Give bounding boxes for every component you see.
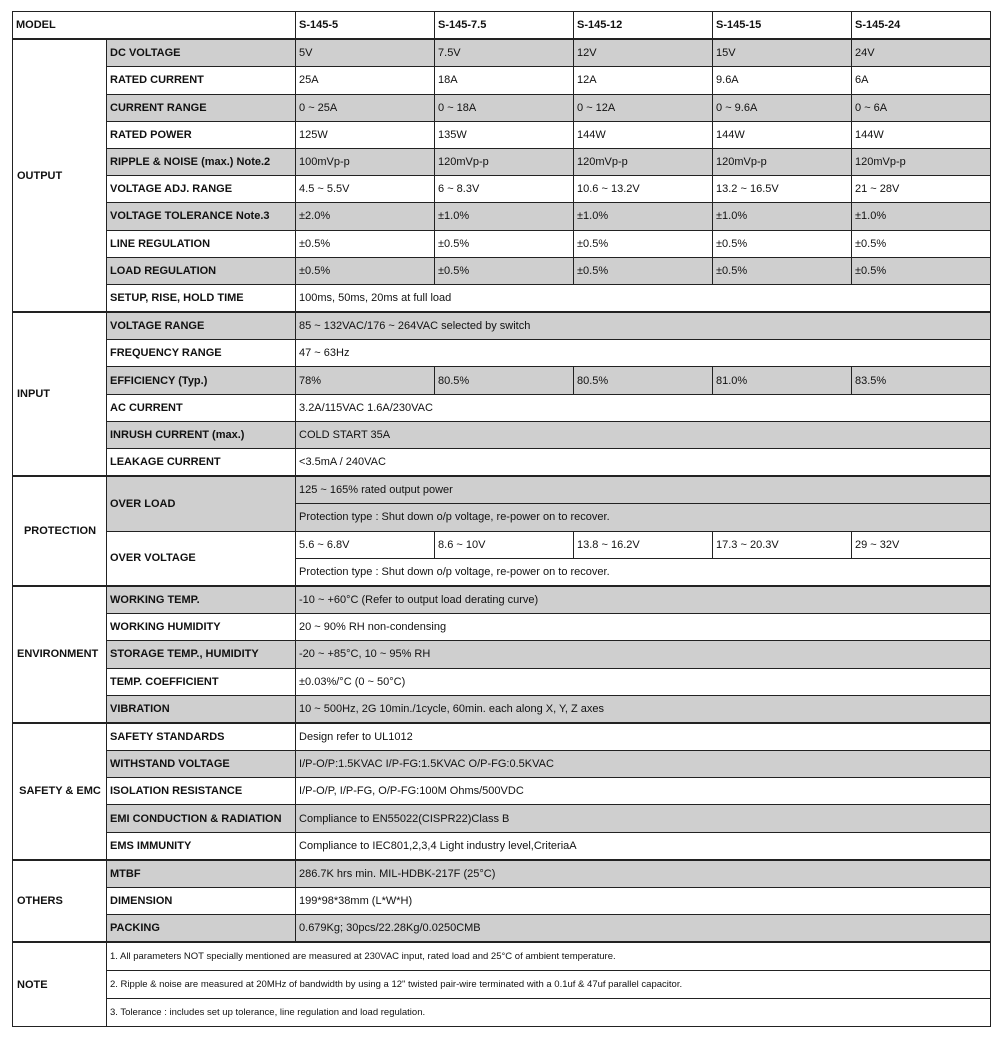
spec-label: EMS IMMUNITY (107, 832, 296, 860)
spec-row (13, 888, 991, 915)
spec-value: ±1.0% (852, 203, 991, 230)
spec-row (13, 284, 991, 312)
spec-label: DIMENSION (107, 888, 296, 915)
spec-row (13, 230, 991, 257)
spec-value: 20 ~ 90% RH non-condensing (296, 614, 991, 641)
spec-value: ±1.0% (574, 203, 713, 230)
category-label: ENVIRONMENT (13, 586, 107, 723)
spec-value: 29 ~ 32V (852, 531, 991, 558)
spec-value: 5V (296, 39, 435, 67)
spec-value: ±1.0% (435, 203, 574, 230)
spec-label: LOAD REGULATION (107, 257, 296, 284)
spec-value: ±0.5% (296, 257, 435, 284)
spec-value: 25A (296, 67, 435, 94)
spec-row (13, 751, 991, 778)
spec-row (13, 476, 991, 504)
spec-value: 21 ~ 28V (852, 176, 991, 203)
spec-value: ±0.5% (574, 230, 713, 257)
spec-value: ±0.5% (852, 230, 991, 257)
spec-label: OVER LOAD (107, 476, 296, 531)
spec-row (13, 257, 991, 284)
model-header: S-145-7.5 (435, 12, 574, 40)
spec-value: ±1.0% (713, 203, 852, 230)
spec-value: 9.6A (713, 67, 852, 94)
spec-value: 80.5% (574, 367, 713, 394)
spec-row (13, 778, 991, 805)
spec-value: 0 ~ 25A (296, 94, 435, 121)
spec-row (13, 695, 991, 723)
spec-row (13, 668, 991, 695)
spec-value: 10.6 ~ 13.2V (574, 176, 713, 203)
spec-label: LINE REGULATION (107, 230, 296, 257)
spec-value: 100mVp-p (296, 148, 435, 175)
spec-label: EMI CONDUCTION & RADIATION (107, 805, 296, 832)
spec-value: 7.5V (435, 39, 574, 67)
spec-value: Protection type : Shut down o/p voltage, re-power on to recover. (296, 558, 991, 586)
category-label: PROTECTION (13, 476, 107, 586)
model-header: S-145-5 (296, 12, 435, 40)
spec-value: 144W (713, 121, 852, 148)
spec-label: VOLTAGE TOLERANCE Note.3 (107, 203, 296, 230)
spec-value: 4.5 ~ 5.5V (296, 176, 435, 203)
model-header: S-145-12 (574, 12, 713, 40)
spec-value: ±0.5% (435, 257, 574, 284)
spec-row (13, 203, 991, 230)
spec-label: DC VOLTAGE (107, 39, 296, 67)
spec-value: 85 ~ 132VAC/176 ~ 264VAC selected by switch (296, 312, 991, 340)
spec-label: CURRENT RANGE (107, 94, 296, 121)
spec-label: FREQUENCY RANGE (107, 340, 296, 367)
spec-value: ±0.5% (435, 230, 574, 257)
spec-label: AC CURRENT (107, 394, 296, 421)
spec-value: 24V (852, 39, 991, 67)
spec-label: OVER VOLTAGE (107, 531, 296, 586)
spec-value: 80.5% (435, 367, 574, 394)
spec-row (13, 832, 991, 860)
spec-value: 78% (296, 367, 435, 394)
spec-label: WITHSTAND VOLTAGE (107, 751, 296, 778)
category-label: SAFETY & EMC (13, 723, 107, 860)
spec-value: 125W (296, 121, 435, 148)
spec-label: EFFICIENCY (Typ.) (107, 367, 296, 394)
spec-value: Compliance to EN55022(CISPR22)Class B (296, 805, 991, 832)
spec-label: WORKING TEMP. (107, 586, 296, 614)
spec-label: RIPPLE & NOISE (max.) Note.2 (107, 148, 296, 175)
spec-label: VOLTAGE ADJ. RANGE (107, 176, 296, 203)
model-label: MODEL (13, 12, 296, 40)
note-line: 1. All parameters NOT specially mentioned are measured at 230VAC input, rated load and 25°C of ambient temperature. (107, 942, 991, 971)
spec-value: Compliance to IEC801,2,3,4 Light industry level,CriteriaA (296, 832, 991, 860)
spec-row (13, 860, 991, 888)
spec-row (13, 586, 991, 614)
spec-row (13, 312, 991, 340)
spec-value: 120mVp-p (852, 148, 991, 175)
spec-value: ±0.5% (296, 230, 435, 257)
spec-value: COLD START 35A (296, 421, 991, 448)
header-row (13, 12, 991, 40)
spec-row (13, 449, 991, 477)
spec-label: ISOLATION RESISTANCE (107, 778, 296, 805)
model-header: S-145-24 (852, 12, 991, 40)
spec-table (12, 11, 991, 1027)
spec-value: ±0.5% (713, 230, 852, 257)
spec-row (13, 121, 991, 148)
spec-value: 47 ~ 63Hz (296, 340, 991, 367)
spec-value: 144W (574, 121, 713, 148)
note-row (13, 971, 991, 999)
model-header: S-145-15 (713, 12, 852, 40)
spec-value: 199*98*38mm (L*W*H) (296, 888, 991, 915)
spec-row (13, 39, 991, 67)
spec-value: 120mVp-p (574, 148, 713, 175)
category-label: NOTE (13, 942, 107, 1027)
spec-label: INRUSH CURRENT (max.) (107, 421, 296, 448)
spec-value: 13.8 ~ 16.2V (574, 531, 713, 558)
spec-value: ±0.5% (852, 257, 991, 284)
note-line: 3. Tolerance : includes set up tolerance, line regulation and load regulation. (107, 999, 991, 1027)
category-label: OTHERS (13, 860, 107, 943)
spec-value: 100ms, 50ms, 20ms at full load (296, 284, 991, 312)
note-row (13, 999, 991, 1027)
spec-row (13, 176, 991, 203)
spec-label: VIBRATION (107, 695, 296, 723)
spec-label: LEAKAGE CURRENT (107, 449, 296, 477)
spec-row (13, 915, 991, 943)
spec-row (13, 394, 991, 421)
spec-value: 0.679Kg; 30pcs/22.28Kg/0.0250CMB (296, 915, 991, 943)
spec-value: -10 ~ +60°C (Refer to output load derating curve) (296, 586, 991, 614)
spec-label: RATED CURRENT (107, 67, 296, 94)
note-line: 2. Ripple & noise are measured at 20MHz of bandwidth by using a 12" twisted pair-wire terminated with a 0.1uf & 47uf parallel capacitor. (107, 971, 991, 999)
spec-value: 12A (574, 67, 713, 94)
spec-row (13, 614, 991, 641)
spec-value: 8.6 ~ 10V (435, 531, 574, 558)
spec-value: 120mVp-p (713, 148, 852, 175)
spec-value: 3.2A/115VAC 1.6A/230VAC (296, 394, 991, 421)
spec-value: 5.6 ~ 6.8V (296, 531, 435, 558)
spec-row (13, 148, 991, 175)
spec-value: ±0.5% (713, 257, 852, 284)
spec-value: Design refer to UL1012 (296, 723, 991, 751)
spec-value: 0 ~ 12A (574, 94, 713, 121)
spec-label: RATED POWER (107, 121, 296, 148)
spec-value: <3.5mA / 240VAC (296, 449, 991, 477)
spec-label: PACKING (107, 915, 296, 943)
spec-value: 15V (713, 39, 852, 67)
spec-value: 0 ~ 18A (435, 94, 574, 121)
spec-value: 0 ~ 6A (852, 94, 991, 121)
note-row (13, 942, 991, 971)
spec-row (13, 723, 991, 751)
spec-value: 6 ~ 8.3V (435, 176, 574, 203)
spec-row (13, 67, 991, 94)
spec-label: MTBF (107, 860, 296, 888)
spec-value: -20 ~ +85°C, 10 ~ 95% RH (296, 641, 991, 668)
spec-value: 10 ~ 500Hz, 2G 10min./1cycle, 60min. each along X, Y, Z axes (296, 695, 991, 723)
spec-value: 144W (852, 121, 991, 148)
spec-value: 12V (574, 39, 713, 67)
spec-value: I/P-O/P:1.5KVAC I/P-FG:1.5KVAC O/P-FG:0.5KVAC (296, 751, 991, 778)
spec-value: ±2.0% (296, 203, 435, 230)
spec-value: 18A (435, 67, 574, 94)
spec-value: 81.0% (713, 367, 852, 394)
spec-value: 83.5% (852, 367, 991, 394)
spec-label: TEMP. COEFFICIENT (107, 668, 296, 695)
spec-value: 125 ~ 165% rated output power (296, 476, 991, 504)
spec-row (13, 531, 991, 558)
spec-value: 17.3 ~ 20.3V (713, 531, 852, 558)
spec-row (13, 367, 991, 394)
spec-value: ±0.03%/°C (0 ~ 50°C) (296, 668, 991, 695)
spec-label: SETUP, RISE, HOLD TIME (107, 284, 296, 312)
spec-label: SAFETY STANDARDS (107, 723, 296, 751)
spec-row (13, 94, 991, 121)
spec-row (13, 421, 991, 448)
category-label: INPUT (13, 312, 107, 476)
spec-row (13, 340, 991, 367)
spec-value: ±0.5% (574, 257, 713, 284)
spec-value: 0 ~ 9.6A (713, 94, 852, 121)
spec-value: 286.7K hrs min. MIL-HDBK-217F (25°C) (296, 860, 991, 888)
spec-label: WORKING HUMIDITY (107, 614, 296, 641)
spec-value: 120mVp-p (435, 148, 574, 175)
category-label: OUTPUT (13, 39, 107, 312)
spec-row (13, 641, 991, 668)
spec-value: Protection type : Shut down o/p voltage, re-power on to recover. (296, 504, 991, 531)
spec-label: VOLTAGE RANGE (107, 312, 296, 340)
spec-value: 135W (435, 121, 574, 148)
spec-value: I/P-O/P, I/P-FG, O/P-FG:100M Ohms/500VDC (296, 778, 991, 805)
spec-row (13, 805, 991, 832)
spec-value: 6A (852, 67, 991, 94)
spec-label: STORAGE TEMP., HUMIDITY (107, 641, 296, 668)
spec-value: 13.2 ~ 16.5V (713, 176, 852, 203)
